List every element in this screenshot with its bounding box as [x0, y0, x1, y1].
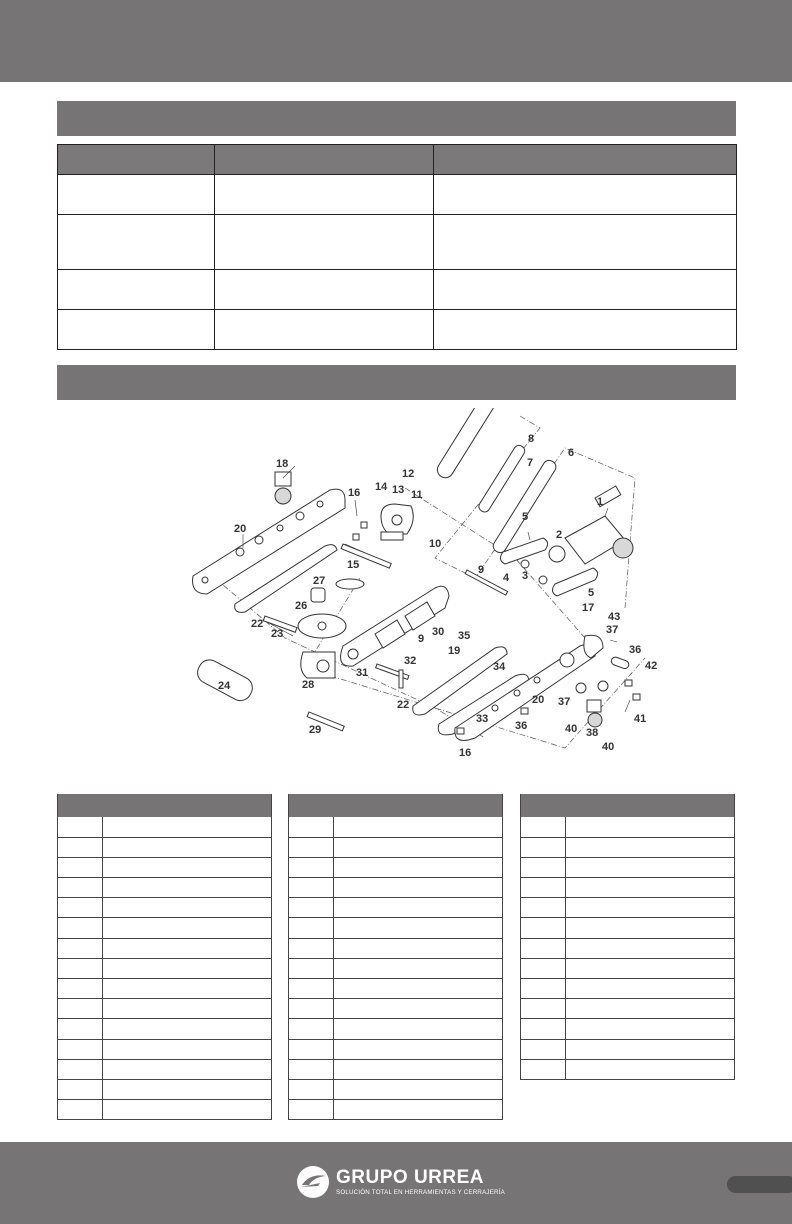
- header-band: [0, 0, 792, 82]
- callout: 40: [565, 723, 578, 735]
- callout: 36: [515, 720, 528, 732]
- table-header-row: [521, 794, 735, 817]
- table-row: [521, 979, 735, 999]
- table-row: [289, 898, 503, 918]
- table-row: [289, 837, 503, 857]
- page-number-badge: [727, 1176, 792, 1193]
- callout: 43: [608, 611, 621, 623]
- table-row: [521, 1039, 735, 1059]
- callout: 24: [218, 680, 231, 692]
- callout: 6: [568, 447, 575, 459]
- table-row: [58, 1079, 272, 1099]
- brand-mark-icon: [296, 1165, 330, 1199]
- callout: 10: [429, 538, 442, 550]
- callout: 11: [411, 489, 423, 501]
- pump-cylinder: [549, 486, 633, 564]
- callout: 17: [582, 602, 595, 614]
- caster-bracket: [275, 472, 291, 486]
- table-row: [289, 938, 503, 958]
- callout: 29: [309, 724, 322, 736]
- table-row: [58, 310, 737, 350]
- callout: 5: [588, 587, 595, 599]
- table-row: [289, 817, 503, 837]
- callout: 38: [586, 727, 599, 739]
- table-row: [58, 979, 272, 999]
- table-row: [289, 979, 503, 999]
- parts-section-bar: [57, 365, 736, 400]
- table-row: [58, 938, 272, 958]
- callout: 2: [556, 529, 563, 541]
- callout: 28: [302, 679, 315, 691]
- table-row: [58, 898, 272, 918]
- table-row: [58, 999, 272, 1019]
- parts-list-table: [520, 794, 735, 1080]
- callout: 35: [458, 630, 471, 642]
- table-row: [289, 1039, 503, 1059]
- callout: 37: [606, 624, 619, 636]
- callout: 32: [404, 655, 417, 667]
- table-header-row: [58, 794, 272, 817]
- brand-tagline: SOLUCIÓN TOTAL EN HERRAMIENTAS Y CERRAJERÍA: [336, 1188, 505, 1196]
- table-row: [58, 1100, 272, 1120]
- troubleshooting-section-bar: [57, 101, 736, 136]
- callout: 19: [448, 645, 461, 657]
- table-row: [521, 938, 735, 958]
- table-row: [58, 837, 272, 857]
- callout: 1: [597, 496, 604, 508]
- table-row: [521, 837, 735, 857]
- callout: 26: [295, 600, 308, 612]
- callout: 18: [276, 458, 289, 470]
- callout: 40: [602, 741, 615, 753]
- callout: 16: [348, 487, 361, 499]
- table-row: [58, 270, 737, 310]
- callout: 13: [392, 484, 405, 496]
- table-row: [289, 1019, 503, 1039]
- column-header: [434, 145, 737, 175]
- table-row: [521, 817, 735, 837]
- table-row: [521, 918, 735, 938]
- table-row: [289, 878, 503, 898]
- table-row: [289, 1100, 503, 1120]
- table-row: [58, 878, 272, 898]
- callout: 27: [313, 575, 326, 587]
- table-row: [521, 878, 735, 898]
- table-header-row: [58, 145, 737, 175]
- table-row: [289, 1059, 503, 1079]
- table-row: [289, 918, 503, 938]
- callout: 34: [493, 661, 506, 673]
- table-row: [58, 857, 272, 877]
- table-row: [521, 1059, 735, 1079]
- brand-name: GRUPO URREA: [336, 1166, 485, 1188]
- callout: 22: [251, 618, 264, 630]
- callout: 8: [528, 433, 535, 445]
- callout: 23: [271, 628, 284, 640]
- table-row: [521, 857, 735, 877]
- table-row: [521, 1019, 735, 1039]
- callout: 41: [634, 713, 647, 725]
- parts-list-table: [288, 794, 503, 1120]
- callout: 31: [356, 667, 369, 679]
- callout: 37: [558, 696, 571, 708]
- table-row: [289, 958, 503, 978]
- table-row: [289, 857, 503, 877]
- callout: 12: [402, 468, 415, 480]
- callout: 14: [375, 481, 388, 493]
- callout: 20: [234, 523, 247, 535]
- table-header-row: [289, 794, 503, 817]
- brand-logo: [296, 1165, 505, 1199]
- handle-tubes: [434, 408, 558, 555]
- table-row: [58, 215, 737, 270]
- troubleshooting-table: [57, 144, 737, 350]
- table-row: [58, 1039, 272, 1059]
- table-row: [58, 918, 272, 938]
- callout: 22: [397, 699, 410, 711]
- table-row: [289, 999, 503, 1019]
- table-row: [289, 1079, 503, 1099]
- callout: 16: [459, 747, 472, 759]
- callout: 15: [347, 559, 360, 571]
- exploded-parts-diagram: [185, 408, 660, 770]
- table-row: [58, 1019, 272, 1039]
- column-header: [215, 145, 434, 175]
- column-header: [58, 145, 215, 175]
- saddle-ring: [336, 579, 364, 589]
- callout: 42: [645, 660, 658, 672]
- callout: 9: [418, 633, 425, 645]
- callout: 3: [522, 570, 529, 582]
- parts-list-table: [57, 794, 272, 1120]
- callout: 5: [522, 511, 529, 523]
- table-row: [521, 898, 735, 918]
- table-row: [58, 958, 272, 978]
- callout: 30: [432, 626, 445, 638]
- callout: 33: [476, 713, 489, 725]
- table-row: [521, 999, 735, 1019]
- callout: 4: [503, 572, 510, 584]
- table-row: [58, 175, 737, 215]
- callout: 7: [527, 457, 534, 469]
- callout: 9: [478, 564, 485, 576]
- table-row: [58, 817, 272, 837]
- table-row: [58, 1059, 272, 1079]
- callout: 36: [629, 644, 642, 656]
- callout: 20: [532, 694, 545, 706]
- table-row: [521, 958, 735, 978]
